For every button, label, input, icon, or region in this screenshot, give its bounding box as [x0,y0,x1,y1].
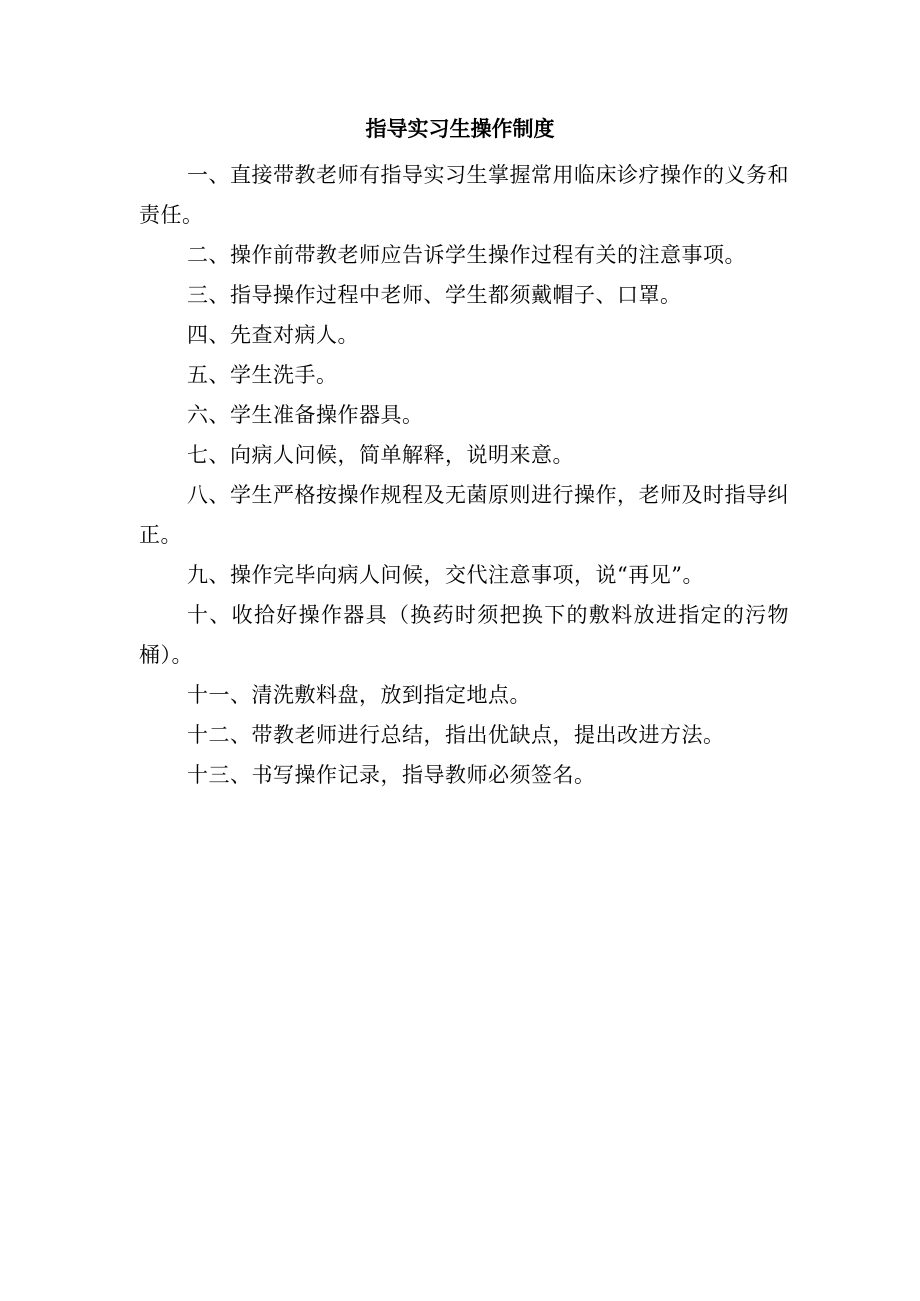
clause-6: 六、学生准备操作器具。 [187,403,424,427]
document-title: 指导实习生操作制度 [365,117,555,141]
clause-11: 十一、清洗敷料盘，放到指定地点。 [187,683,531,707]
clause-7: 七、向病人问候，简单解释，说明来意。 [187,443,574,467]
clause-4: 四、先查对病人。 [187,323,359,347]
clause-10: 十、收拾好操作器具（换药时须把换下的敷料放进指定的污物桶）。 [139,603,789,667]
document-body [139,155,789,795]
clause-1: 一、直接带教老师有指导实习生掌握常用临床诊疗操作的义务和责任。 [139,163,789,227]
clause-3: 三、指导操作过程中老师、学生都须戴帽子、口罩。 [187,283,682,307]
clause-13: 十三、书写操作记录，指导教师必须签名。 [187,763,596,787]
clause-8: 八、学生严格按操作规程及无菌原则进行操作，老师及时指导纠正。 [139,483,789,547]
clause-9: 九、操作完毕向病人问候，交代注意事项，说“再见”。 [187,563,704,587]
clause-12: 十二、带教老师进行总结，指出优缺点，提出改进方法。 [187,723,725,747]
clause-2: 二、操作前带教老师应告诉学生操作过程有关的注意事项。 [187,243,746,267]
clause-5: 五、学生洗手。 [187,363,338,387]
